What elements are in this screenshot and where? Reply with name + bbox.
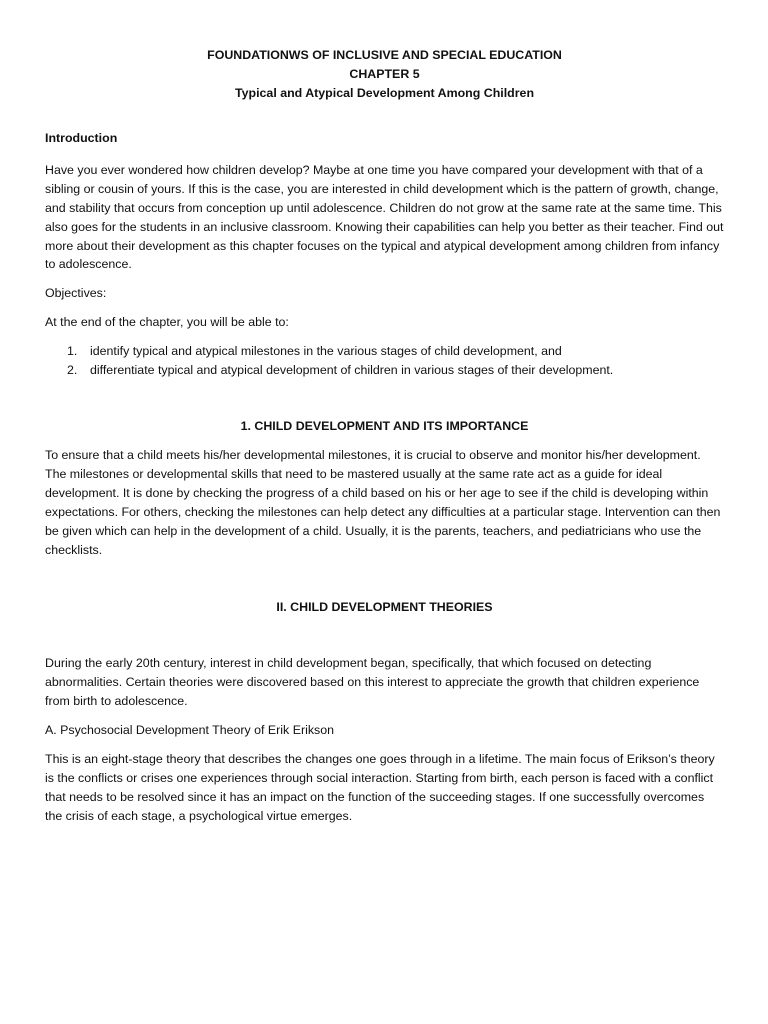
objectives-label: Objectives: bbox=[45, 286, 107, 301]
objective-item bbox=[45, 342, 724, 361]
objective-text: differentiate typical and atypical development of children in various stages of their development. bbox=[90, 362, 614, 377]
subsection-a-paragraph: This is an eight-stage theory that describes the changes one goes through in a lifetime. The main focus of Erikson’s theory is the conflicts or crises one experiences through social interaction. Starting from birth, each person is faced with a conflict that needs to be resolved since it has an impact on the function of the succeeding stages. If one successfully overcomes the crisis of each stage, a psychological virtue emerges. bbox=[45, 752, 715, 823]
objective-item bbox=[45, 361, 724, 380]
introduction-paragraph: Have you ever wondered how children develop? Maybe at one time you have compared your development with that of a sibling or cousin of yours. If this is the case, you are interested in child development which is the pattern of growth, change, and stability that occurs from conception up until adolescence. Children do not grow at the same rate at the same time. This also goes for the students in an inclusive classroom. Knowing their capabilities can help you better as their teacher. Find out more about their development as this chapter focuses on the typical and atypical development among children from infancy to adolescence. bbox=[45, 162, 724, 272]
document-header bbox=[45, 0, 724, 103]
objectives-lead: At the end of the chapter, you will be able to: bbox=[45, 315, 289, 330]
section-1-paragraph: To ensure that a child meets his/her developmental milestones, it is crucial to observe and monitor his/her development. The milestones or developmental skills that need to be mastered usually at the same rate act as a guide for ideal development. It is done by checking the progress of a child based on his or her age to see if the child is developing within expectations. For others, checking the milestones can help detect any difficulties at a particular stage. Intervention can then be given which can help in the development of a child. Usually, it is the parents, teachers, and pediatricians who use the checklists. bbox=[45, 448, 721, 557]
chapter-title: Typical and Atypical Development Among Children bbox=[234, 86, 535, 100]
subsection-a-title: A. Psychosocial Development Theory of Erik Erikson bbox=[45, 723, 335, 738]
course-title: FOUNDATIONWS OF INCLUSIVE AND SPECIAL EDUCATION bbox=[207, 48, 562, 62]
objective-number: 1. bbox=[67, 344, 78, 359]
section-2-title: II. CHILD DEVELOPMENT THEORIES bbox=[276, 599, 493, 614]
chapter-number: CHAPTER 5 bbox=[349, 67, 420, 81]
section-2-paragraph: During the early 20th century, interest in child development began, specifically, that which focused on detecting abnormalities. Certain theories were discovered based on this interest to appreciate the growth that children experience from birth to adolescence. bbox=[45, 656, 700, 709]
objective-text: identify typical and atypical milestones in the various stages of child development, and bbox=[90, 344, 562, 359]
objective-number: 2. bbox=[67, 362, 78, 377]
objectives-list bbox=[45, 342, 724, 379]
introduction-heading: Introduction bbox=[45, 131, 118, 145]
section-1-title: 1. CHILD DEVELOPMENT AND ITS IMPORTANCE bbox=[240, 419, 529, 434]
